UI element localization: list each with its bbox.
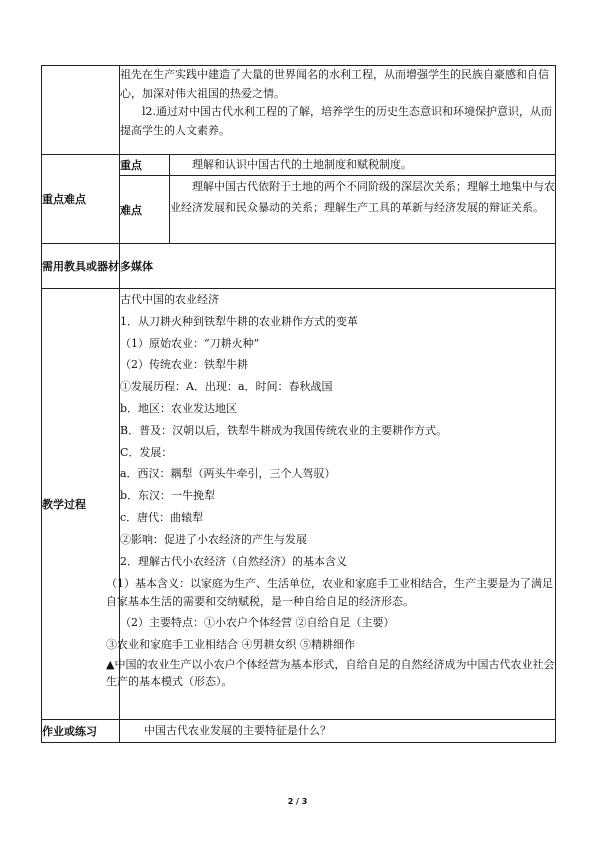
process-line: 2．理解古代小农经济（自然经济）的基本含义 [120,554,347,568]
key-point-label: 重点 [120,155,170,176]
process-line: ①发展历程：A．出现：a．时间：春秋战国 [120,380,333,394]
difficult-point-cell [170,176,556,244]
difficult-point-text: 理解中国古代依附于土地的两个不同阶级的深层次关系；理解土地集中与农业经济发展和民众暴动的关系；理解生产工具的革新与经济发展的辩证关系。 [170,180,555,214]
process-line: 古代中国的农业经济 [120,293,219,306]
process-line: c．唐代：曲辕犁 [120,510,204,524]
lesson-plan-table [41,65,556,743]
features-line-2: ③农业和家庭手工业相结合 ④男耕女织 ⑤精耕细作 [106,638,355,652]
process-line: （2）传统农业：铁犁牛耕 [120,358,248,372]
homework-cell [120,720,556,743]
homework-row [42,720,556,743]
process-label: 教学过程 [42,289,120,720]
objectives-cell [120,66,556,155]
difficult-point-label: 难点 [120,176,170,244]
homework-label: 作业或练习 [42,720,120,743]
objectives-row [42,66,556,155]
objectives-paragraph-2: l2.通过对中国古代水利工程的了解，培养学生的历史生态意识和环境保护意识，从而提高学生的人文素养。 [120,105,553,137]
process-line: b．东汉：一牛挽犁 [120,489,216,503]
key-points-label: 重点难点 [42,155,120,244]
process-line: 1．从刀耕火种到铁犁牛耕的农业耕作方式的变革 [120,314,358,328]
process-line: ②影响：促进了小农经济的产生与发展 [120,532,307,546]
page-number: 2 / 3 [287,797,308,806]
process-row [42,289,556,720]
process-cell [106,289,556,720]
process-line: C．发展： [120,445,173,459]
homework-text: 中国古代农业发展的主要特征是什么？ [144,723,331,737]
features-line-1: （2）主要特点：①小农户个体经营 ②自给自足（主要） [120,616,395,630]
basic-meaning-paragraph: （1）基本含义：以家庭为生产、生活单位，农业和家庭手工业相结合，生产主要是为了满足自家基本生活的需要和交纳赋税，是一种自给自足的经济形态。 [106,577,553,608]
key-point-cell [170,155,556,176]
process-line: a．西汉：耦犁（两头牛牵引，三个人驾驭） [120,467,336,481]
objectives-paragraph-1: 祖先在生产实践中建造了大量的世界闻名的水利工程，从而增强学生的民族自豪感和自信心，加深对伟大祖国的热爱之情。 [120,68,549,100]
objectives-label-cell [42,66,120,155]
materials-row [42,244,556,289]
materials-value: 多媒体 [120,244,556,289]
process-line: （1）原始农业：“刀耕火种” [120,336,260,350]
process-line: b．地区：农业发达地区 [120,401,238,415]
key-point-text: 理解和认识中国古代的土地制度和赋税制度。 [192,157,412,171]
difficult-points-row [42,176,556,244]
summary-paragraph: ▲中国的农业生产以小农户个体经营为基本形式，自给自足的自然经济成为中国古代农业社会生产的基本模式（形态）。 [106,657,555,689]
key-points-row [42,155,556,176]
process-line: B．普及：汉朝以后，铁犁牛耕成为我国传统农业的主要耕作方式。 [120,423,448,437]
materials-label: 需用教具或器材 [42,244,120,289]
